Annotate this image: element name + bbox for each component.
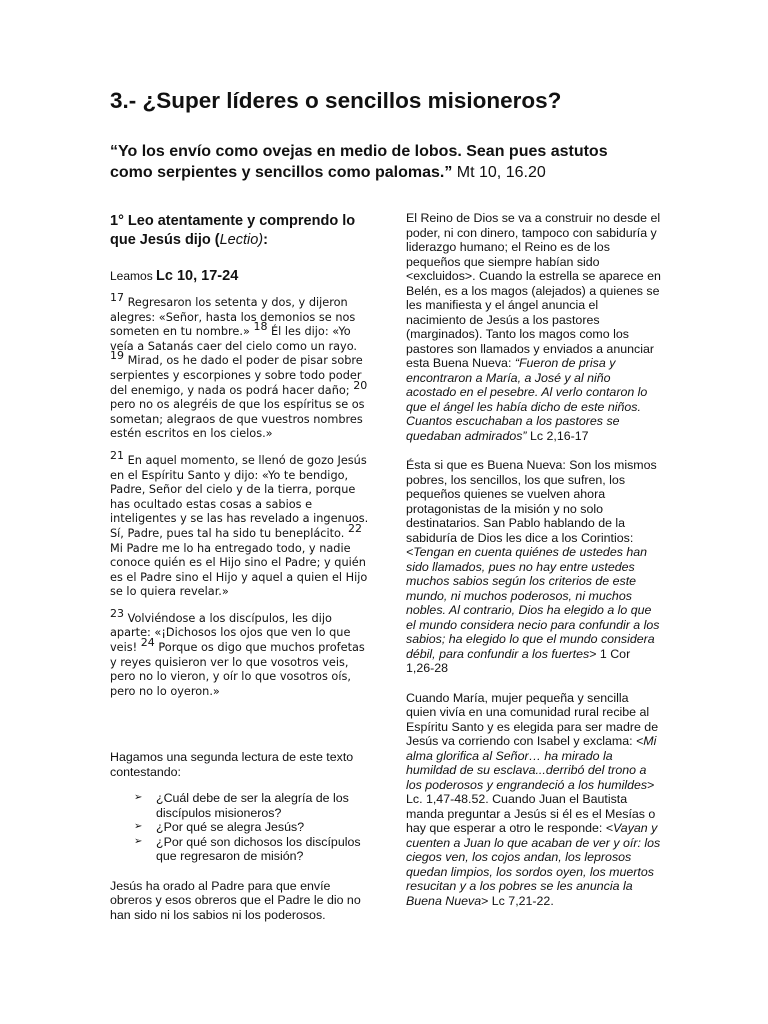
verse-text: Mirad, os he dado el poder de pisar sobre serpientes y escorpiones y sobre todo poder del enemigo, y nada os podrá hacer daño; xyxy=(110,354,363,397)
verse-text: Regresaron los setenta y dos, y dijeron alegres: «Señor, hasta los demonios se nos someten en tu nombre.» xyxy=(110,296,356,339)
epigraph xyxy=(110,141,650,183)
bible-paragraph-2 xyxy=(110,448,372,600)
verse-number: 20 xyxy=(353,378,368,392)
paragraph-text: Cuando María, mujer pequeña y sencilla quien vivía en una comunidad rural recibe al Espíritu Santo y es elegida para ser madre de Jesús va corriendo con Isabel y exclama: xyxy=(406,690,659,748)
paragraph-text: > 1 Cor 1,26-28 xyxy=(406,646,631,675)
arrow-bullet-icon: ➢ xyxy=(134,835,143,847)
second-reading-intro: Hagamos una segunda lectura de este texto contestando: xyxy=(110,750,354,779)
verse-text: Mi Padre me lo ha entregado todo, y nadie conoce quién es el Hijo sino el Padre; y quién es el Padre sino el Hijo y aquel a quien el Hijo se lo quiera revelar.» xyxy=(110,541,368,599)
question-list xyxy=(110,791,372,864)
list-item xyxy=(134,791,372,820)
verse-number: 24 xyxy=(140,636,155,650)
paragraph-text: > Lc 7,21-22. xyxy=(481,893,554,908)
arrow-bullet-icon: ➢ xyxy=(134,792,143,804)
paragraph-text: Ésta si que es Buena Nueva: Son los mismos pobres, los sencillos, los que sufren, los pequeños quienes se vuelven ahora protagonistas de la misión y no solo destinatarios. San Pablo hablando de la sabiduría de Dios les dice a los Corintios: xyxy=(406,458,657,545)
step-heading-text: 1° Leo atentamente y comprendo lo que Jesús dijo ( xyxy=(110,213,356,248)
question-text: ¿Por qué son dichosos los discípulos que regresaron de misión? xyxy=(156,834,361,864)
paragraph-text: El Reino de Dios se va a construir no desde el poder, ni con dinero, tampoco con sabiduría y liderazgo humano; el Reino es de los pequeños que siempre habían sido <excluidos>. Cuando la estrella se aparece en Belén, es a los magos (alejados) a quienes se les manifiesta y el ángel anuncia el nacimiento de Jesús a los pastores (marginados). Tanto los magos como los pastores son llamados y enviados a anunciar esta Buena Nueva: xyxy=(406,211,661,370)
luke-quote: “Fueron de prisa y encontraron a María, a José y al niño acostado en el pesebre. Al verlo contaron lo que el ángel les había dicho de este niños. Cuantos escuchaban a los pastores se quedaban admirados” xyxy=(406,356,648,443)
page-title: 3.- ¿Super líderes o sencillos misioneros? xyxy=(110,88,562,113)
verse-text: pero no os alegréis de que los espíritus se os sometan; alegraos de que vuestros nombres estén escritos en los cielos.» xyxy=(110,398,365,441)
bible-paragraph-1 xyxy=(110,291,372,442)
bible-paragraph-3 xyxy=(110,606,372,700)
list-item xyxy=(134,820,372,835)
step-heading xyxy=(110,212,372,250)
verse-text: En aquel momento, se llenó de gozo Jesús en el Espíritu Santo y dijo: «Yo te bendigo, Padre, Señor del cielo y de la tierra, porque has ocultado estas cosas a sabios e inteligentes y se las has revelado a ingenuos. Sí, Padre, pues tal ha sido tu beneplácito. xyxy=(110,453,369,540)
magnificat-quote: <Mi alma glorifica al Señor… ha mirado la humildad de su esclava...derribó del trono a los poderosos y engrandeció a los humildes xyxy=(406,734,657,792)
paragraph-text: > Lc. 1,47-48.52. Cuando Juan el Bautista manda preguntar a Jesús si él es el Mesías o hay que esperar a otro le responde: xyxy=(406,777,656,835)
list-item xyxy=(134,835,372,864)
step-heading-lectio: Lectio) xyxy=(219,232,264,248)
right-column xyxy=(406,211,661,923)
verse-number: 22 xyxy=(347,521,362,535)
reading-citation: Lc 10, 17-24 xyxy=(156,268,239,284)
paragraph-text: Lc 2,16-17 xyxy=(526,428,589,443)
verse-number: 23 xyxy=(110,606,124,620)
verse-number: 19 xyxy=(110,349,124,363)
corinthians-quote: <Tengan en cuenta quiénes de ustedes han sido llamados, pues no hay entre ustedes muchos sabios según los criterios de este mundo, ni muchos poderosos, ni muchos nobles. Al contrario, Dios ha elegido a lo que el mundo considera necio para confundir a los sabios; ha elegido lo que el mundo considera débil, para confundir a los fuertes xyxy=(406,545,660,661)
epigraph-quote: “Yo los envío como ovejas en medio de lobos. Sean pues astutos como serpientes y sencillos como palomas.” xyxy=(110,143,608,181)
verse-text: Porque os digo que muchos profetas y reyes quisieron ver lo que vosotros veis, pero no lo vieron, y oír lo que vosotros oís, pero no lo oyeron.» xyxy=(110,641,365,698)
verse-number: 21 xyxy=(110,448,124,462)
reading-reference xyxy=(110,268,372,284)
verse-text: Él les dijo: «Yo veía a Satanás caer del cielo como un rayo. xyxy=(110,325,358,353)
verse-text: Volviéndose a los discípulos, les dijo aparte: «¡Dichosos los ojos que ven lo que veis! xyxy=(110,611,351,655)
gospel-quote: <Vayan y cuenten a Juan lo que acaban de ver y oír: los ciegos ven, los cojos andan, los leprosos quedan limpios, los sordos oyen, los muertos resucitan y a los pobres se les anuncia la Buena Nueva xyxy=(406,821,661,908)
step-heading-colon: : xyxy=(263,232,268,248)
question-text: ¿Cuál debe de ser la alegría de los discípulos misioneros? xyxy=(156,791,349,820)
epigraph-reference: Mt 10, 16.20 xyxy=(452,164,546,181)
arrow-bullet-icon: ➢ xyxy=(134,821,143,833)
kingdom-paragraph xyxy=(406,211,661,443)
question-text: ¿Por qué se alegra Jesús? xyxy=(156,820,305,835)
spacer xyxy=(110,711,372,750)
verse-number: 17 xyxy=(110,291,124,304)
good-news-paragraph xyxy=(406,458,661,676)
mary-paragraph xyxy=(406,691,661,909)
reading-label: Leamos xyxy=(110,269,157,283)
left-column xyxy=(110,212,372,922)
verse-number: 18 xyxy=(253,320,268,334)
closing-paragraph: Jesús ha orado al Padre para que envíe obreros y esos obreros que el Padre le dio no han sido ni los sabios ni los poderosos. xyxy=(110,878,361,922)
